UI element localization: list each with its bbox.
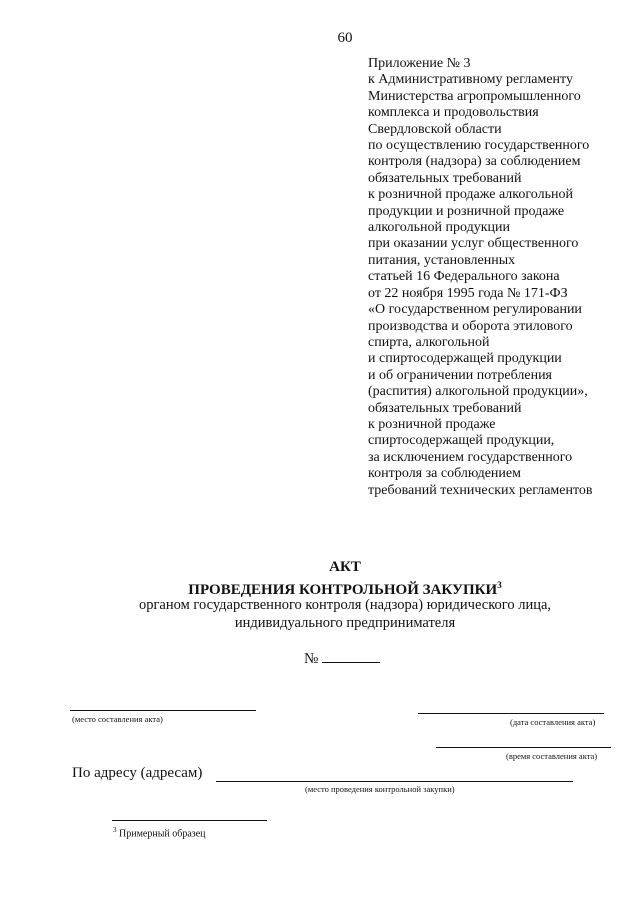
address-blank-line: [216, 781, 573, 782]
footnote-mark: 3: [113, 826, 117, 834]
address-caption: (место проведения контрольной закупки): [305, 784, 455, 794]
date-caption: (дата составления акта): [510, 717, 596, 727]
place-blank-line: [70, 710, 256, 711]
footnote-separator: [112, 820, 267, 821]
appendix-line: спиртосодержащей продукции,: [368, 433, 555, 449]
appendix-line: производства и оборота этилового: [368, 318, 573, 334]
appendix-line: (распития) алкогольной продукции»,: [368, 384, 588, 400]
appendix-line: за исключением государственного: [368, 449, 573, 465]
appendix-line: Приложение № 3: [368, 56, 471, 71]
appendix-line: от 22 ноября 1995 года № 171-ФЗ: [368, 285, 568, 301]
appendix-line: Свердловской области: [368, 121, 502, 137]
appendix-line: и об ограничении потребления: [368, 367, 552, 383]
appendix-line: Министерства агропромышленного: [368, 88, 581, 104]
appendix-line: комплекса и продовольствия: [368, 105, 539, 121]
appendix-line: контроля за соблюдением: [368, 466, 521, 482]
appendix-line: требований технических регламентов: [368, 482, 593, 498]
appendix-line: при оказании услуг общественного: [368, 236, 579, 252]
appendix-line: к розничной продаже: [368, 416, 496, 432]
number-sign: №: [304, 651, 319, 667]
time-blank-line: [436, 747, 611, 748]
appendix-line: по осуществлению государственного: [368, 138, 590, 154]
appendix-line: контроля (надзора) за соблюдением: [368, 154, 581, 170]
appendix-line: обязательных требований: [368, 400, 522, 416]
appendix-line: питания, установленных: [368, 252, 516, 268]
appendix-line: обязательных требований: [368, 170, 522, 186]
appendix-line: «О государственном регулировании: [368, 302, 582, 318]
appendix-line: алкогольной продукции: [368, 220, 510, 236]
act-description: [0, 596, 640, 632]
footnote-reference: 3: [497, 580, 502, 590]
appendix-line: продукции и розничной продаже: [368, 203, 565, 219]
footnote-text: Примерный образец: [119, 828, 206, 840]
place-caption: (место составления акта): [72, 714, 163, 724]
appendix-line: к Административному регламенту: [368, 72, 573, 88]
act-number-field: [304, 648, 380, 668]
act-title: АКТ: [329, 559, 361, 575]
time-caption: (время составления акта): [506, 751, 598, 761]
date-blank-line: [418, 713, 604, 714]
footnote: [113, 826, 206, 839]
act-description-line-2: индивидуального предпринимателя: [234, 615, 456, 631]
act-number-blank: [322, 648, 380, 663]
page-number: 60: [337, 30, 353, 46]
appendix-line: спирта, алкогольной: [368, 334, 490, 350]
appendix-line: к розничной продаже алкогольной: [368, 187, 573, 203]
appendix-header: [368, 56, 636, 499]
act-subtitle-text: ПРОВЕДЕНИЯ КОНТРОЛЬНОЙ ЗАКУПКИ: [188, 582, 498, 598]
appendix-line: и спиртосодержащей продукции: [368, 351, 562, 367]
address-label: По адресу (адресам): [72, 765, 203, 781]
appendix-line: статьей 16 Федерального закона: [368, 269, 560, 285]
act-description-line-1: органом государственного контроля (надзора) юридического лица,: [138, 597, 552, 613]
